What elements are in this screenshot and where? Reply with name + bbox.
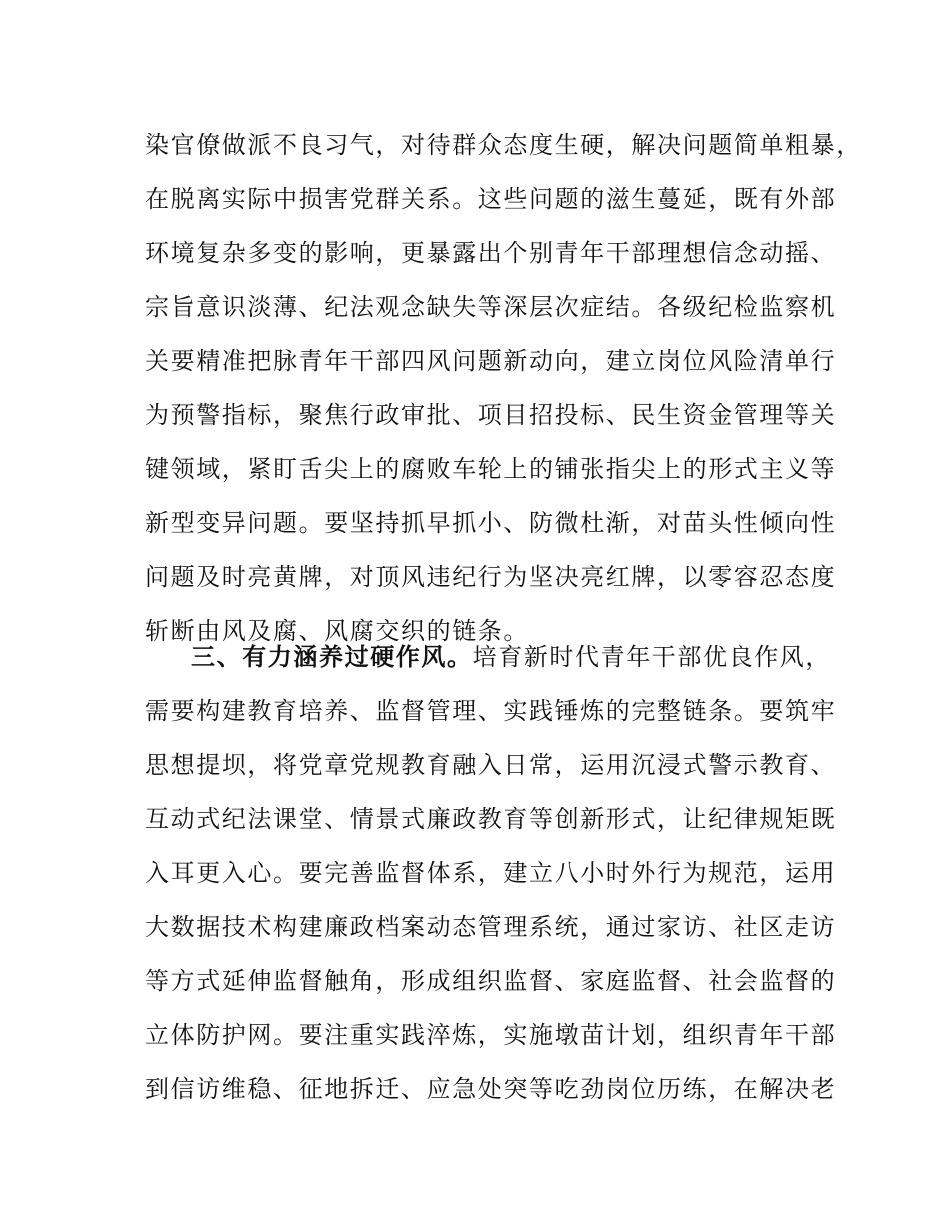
text-line: 到信访维稳、征地拆迁、应急处突等吃劲岗位历练，在解决老 <box>145 1075 837 1103</box>
text-line: 在脱离实际中损害党群关系。这些问题的滋生蔓延，既有外部 <box>145 185 837 213</box>
section-heading: 三、有力涵养过硬作风。 <box>191 643 473 671</box>
text-line: 大数据技术构建廉政档案动态管理系统，通过家访、社区走访 <box>145 913 837 941</box>
paragraph-2 <box>145 630 837 1116</box>
text-line: 环境复杂多变的影响，更暴露出个别青年干部理想信念动摇、 <box>145 239 837 267</box>
text-line-first <box>145 630 832 684</box>
text-line: 问题及时亮黄牌，对顶风违纪行为坚决亮红牌，以零容忍态度 <box>145 563 837 591</box>
text-line: 关要精准把脉青年干部四风问题新动向，建立岗位风险清单行 <box>145 347 837 375</box>
text-line: 互动式纪法课堂、情景式廉政教育等创新形式，让纪律规矩既 <box>145 805 837 833</box>
text-line: 立体防护网。要注重实践淬炼，实施墩苗计划，组织青年干部 <box>145 1021 837 1049</box>
text-line: 斩断由风及腐、风腐交织的链条。 <box>145 617 529 645</box>
heading-continuation: 培育新时代青年干部优良作风， <box>472 643 832 671</box>
text-line: 染官僚做派不良习气，对待群众态度生硬，解决问题简单粗暴， <box>145 131 862 159</box>
text-line: 等方式延伸监督触角，形成组织监督、家庭监督、社会监督的 <box>145 967 837 995</box>
text-line: 新型变异问题。要坚持抓早抓小、防微杜渐，对苗头性倾向性 <box>145 509 837 537</box>
text-line: 思想提坝，将党章党规教育融入日常，运用沉浸式警示教育、 <box>145 751 837 779</box>
paragraph-1 <box>145 118 862 658</box>
text-line: 宗旨意识淡薄、纪法观念缺失等深层次症结。各级纪检监察机 <box>145 293 837 321</box>
text-line: 需要构建教育培养、监督管理、实践锤炼的完整链条。要筑牢 <box>145 697 837 725</box>
text-line: 键领域，紧盯舌尖上的腐败车轮上的铺张指尖上的形式主义等 <box>145 455 837 483</box>
text-line: 入耳更入心。要完善监督体系，建立八小时外行为规范，运用 <box>145 859 837 887</box>
text-line: 为预警指标，聚焦行政审批、项目招投标、民生资金管理等关 <box>145 401 837 429</box>
